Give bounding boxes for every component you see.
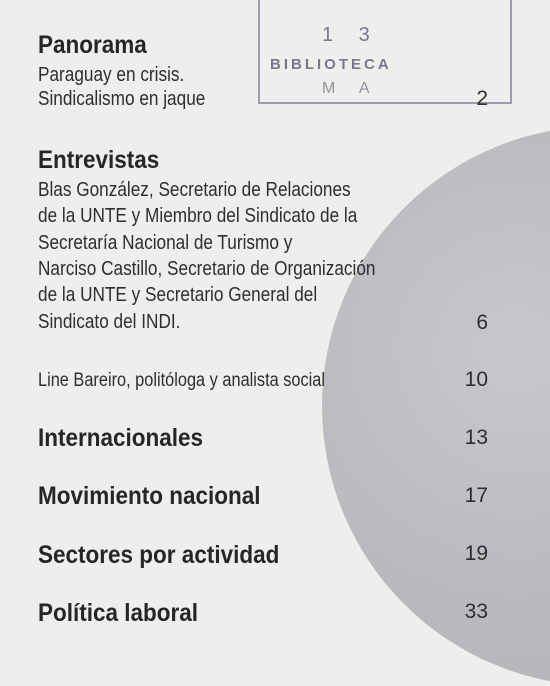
page-number-movimiento-nacional: 17 (464, 484, 488, 507)
entrevistas-line-6: Sindicato del INDI. (38, 311, 181, 333)
section-title-entrevistas: Entrevistas (38, 146, 160, 174)
section-title-movimiento-nacional: Movimiento nacional (38, 482, 261, 510)
entry-line-bareiro: Line Bareiro, politóloga y analista social (38, 370, 326, 391)
section-title-politica-laboral: Política laboral (38, 599, 199, 627)
entrevistas-line-1: Blas González, Secretario de Relaciones (38, 179, 351, 201)
section-title-panorama: Panorama (38, 31, 147, 59)
stamp-date: 1 3 (322, 24, 380, 46)
entrevistas-line-5: de la UNTE y Secretario General del (38, 284, 318, 306)
section-title-sectores-por-actividad: Sectores por actividad (38, 541, 280, 569)
entrevistas-line-4: Narciso Castillo, Secretario de Organización (38, 258, 376, 280)
page-number-sectores-por-actividad: 19 (464, 542, 488, 565)
panorama-line-2: Sindicalismo en jaque (38, 88, 206, 110)
section-title-internacionales: Internacionales (38, 424, 204, 452)
page-number-internacionales: 13 (464, 426, 488, 449)
stamp-place: M A (322, 80, 380, 97)
entrevistas-line-3: Secretaría Nacional de Turismo y (38, 232, 293, 254)
page-number-politica-laboral: 33 (464, 600, 488, 623)
entrevistas-line-2: de la UNTE y Miembro del Sindicato de la (38, 205, 358, 227)
page-number-panorama: 2 (476, 87, 488, 110)
stamp-library: BIBLIOTECA (270, 56, 392, 73)
panorama-line-1: Paraguay en crisis. (38, 64, 185, 86)
page-number-line-bareiro: 10 (464, 368, 488, 391)
page-number-entrevistas: 6 (476, 311, 488, 334)
